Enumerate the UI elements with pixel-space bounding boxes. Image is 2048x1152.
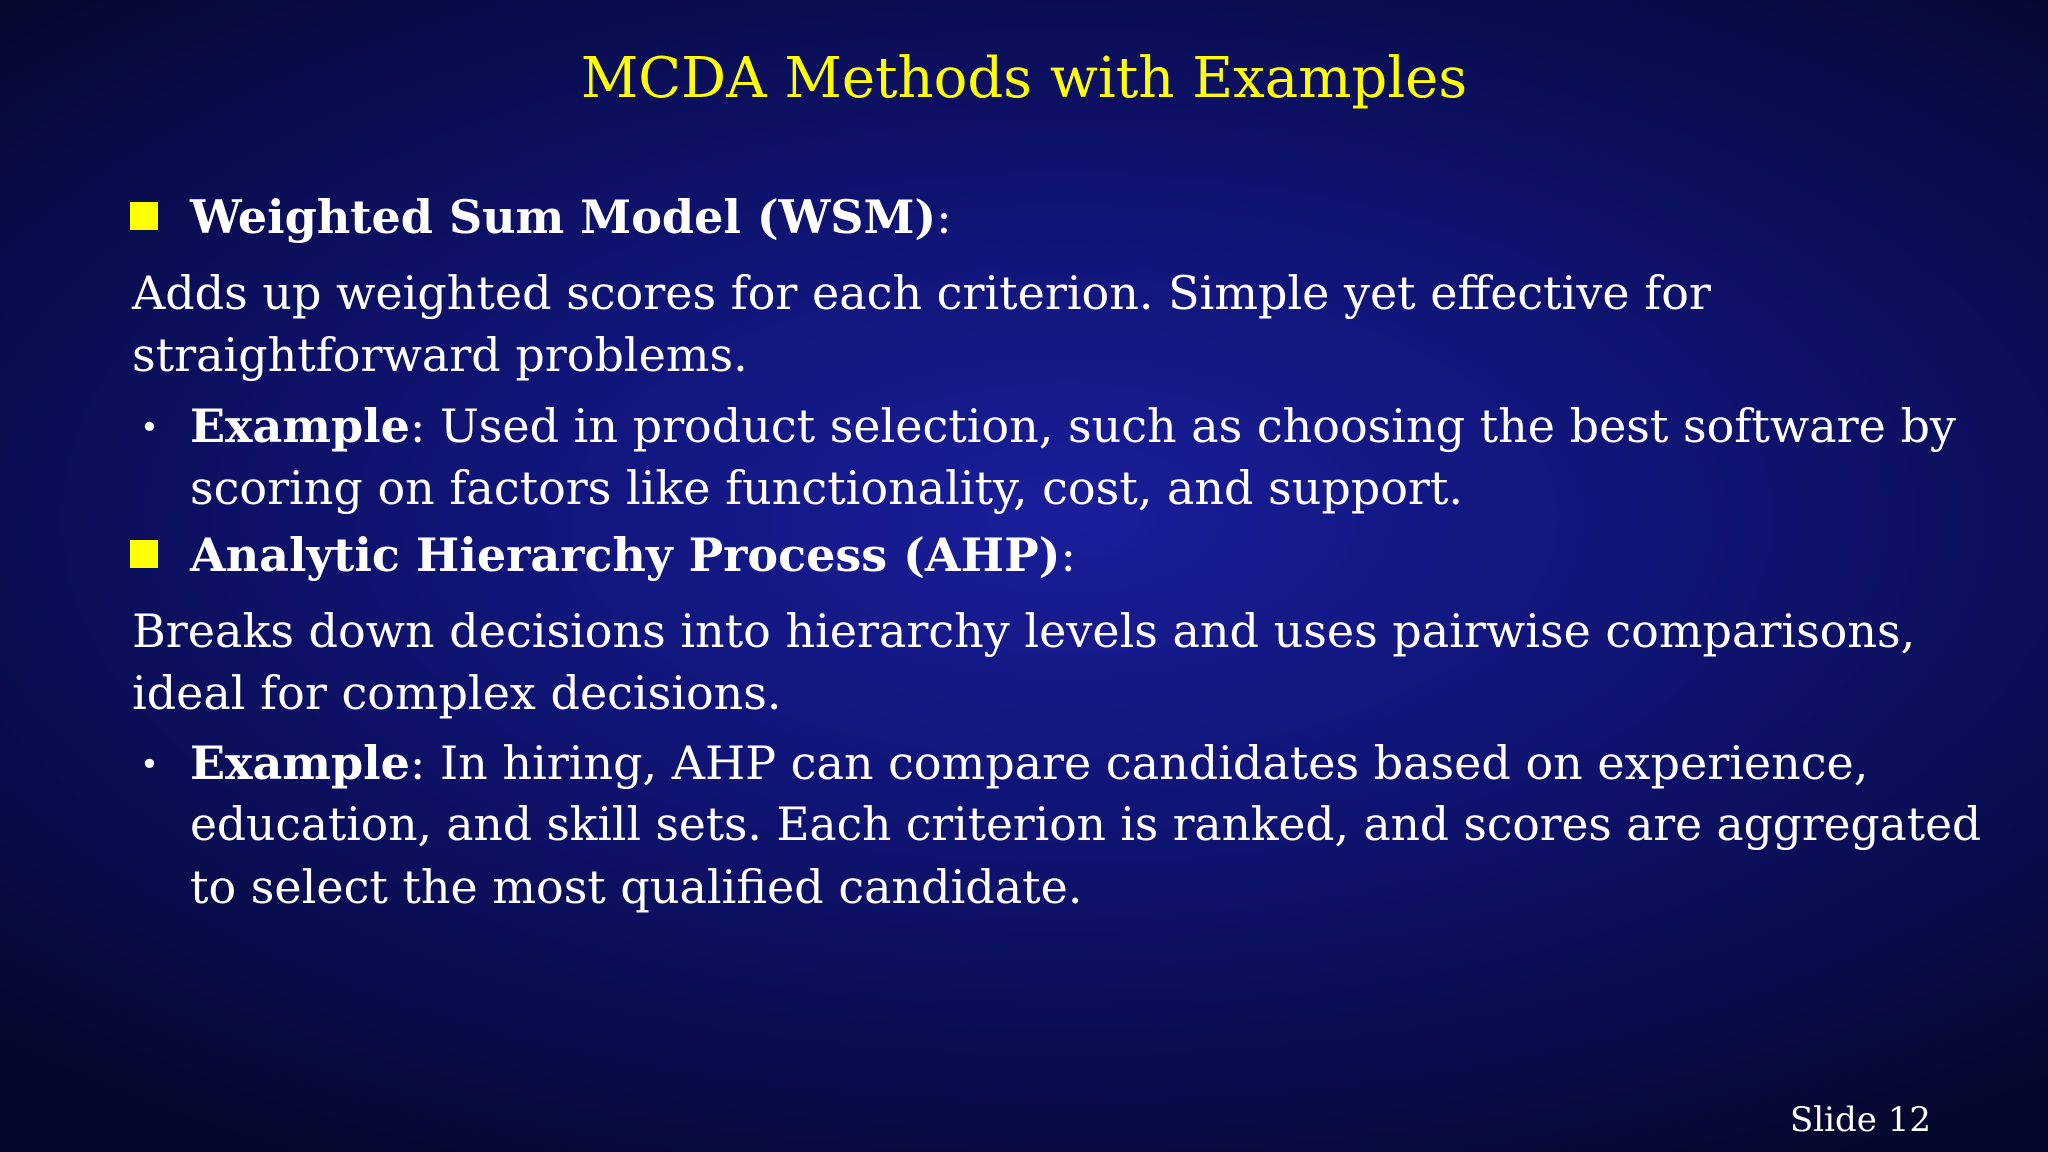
wsm-description-line-1: Adds up weighted scores for each criterion. Simple yet effective for — [132, 266, 1711, 320]
section-heading-ahp — [190, 528, 1076, 582]
wsm-heading-text: Weighted Sum Model (WSM) — [190, 190, 937, 244]
dot-bullet-icon: • — [140, 408, 159, 446]
ahp-example-label: Example — [190, 736, 410, 790]
wsm-heading-colon: : — [936, 190, 952, 244]
dot-bullet-icon: • — [140, 745, 159, 783]
ahp-example-line-2: education, and skill sets. Each criterion is ranked, and scores are aggregated — [190, 798, 1982, 851]
square-bullet-icon — [130, 202, 158, 230]
slide-title: MCDA Methods with Examples — [580, 46, 1468, 111]
ahp-heading-colon: : — [1060, 528, 1076, 582]
wsm-example-line-2: scoring on factors like functionality, cost, and support. — [190, 461, 1463, 515]
wsm-description-line-2: straightforward problems. — [132, 328, 748, 382]
ahp-example-text-1: : In hiring, AHP can compare candidates based on experience, — [409, 736, 1869, 790]
ahp-example-line-3: to select the most qualified candidate. — [190, 860, 1083, 914]
slide-number: Slide 12 — [1790, 1100, 1931, 1140]
section-heading-wsm — [190, 190, 952, 244]
ahp-example-line-1 — [190, 732, 1868, 794]
ahp-description-line-2: ideal for complex decisions. — [132, 666, 782, 720]
square-bullet-icon — [130, 540, 158, 568]
wsm-example-text-1: : Used in product selection, such as choosing the best software by — [409, 399, 1956, 453]
ahp-heading-text: Analytic Hierarchy Process (AHP) — [190, 528, 1061, 582]
wsm-example-line-1 — [190, 395, 1956, 457]
ahp-description-line-1: Breaks down decisions into hierarchy levels and uses pairwise comparisons, — [132, 604, 1916, 658]
wsm-example-label: Example — [190, 399, 410, 453]
